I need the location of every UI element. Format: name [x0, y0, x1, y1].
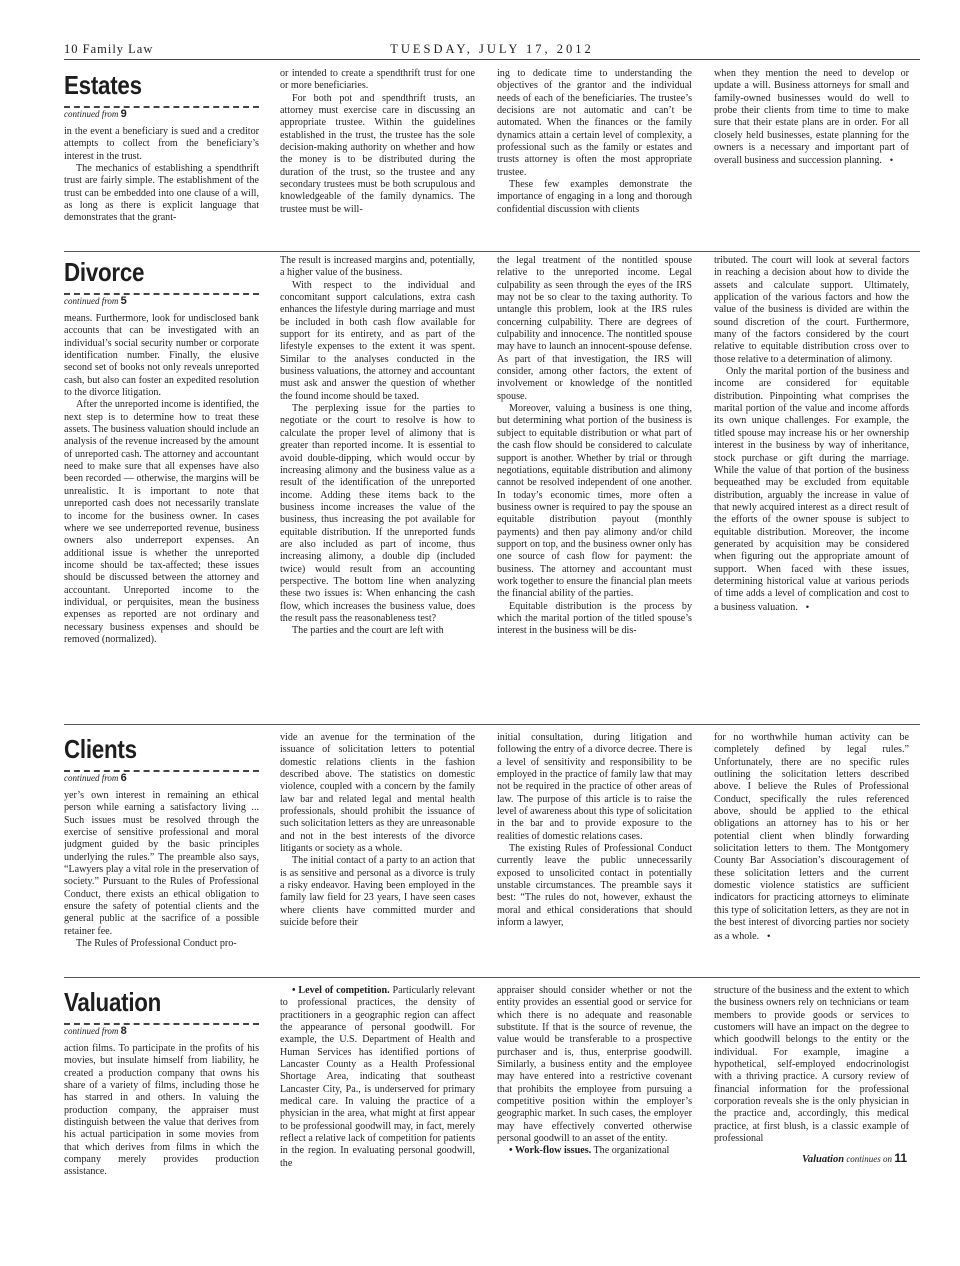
- paragraph: ing to dedicate time to understanding the objectives of the grantor and the individual needs of each of the beneficiaries. The trustee’s decisions are not automatic and can’t be automated. When the finances or the family dynamics attain a certain level of complexity, a professional such as the family or estates and trusts attorney is often the most appropriate trustee.: [497, 68, 692, 178]
- paragraph: appraiser should consider whether or not the entity provides an essential good or service for which there is no adequate and reasonable substitute. If that is the source of revenue, the value would be transferable to a prospective purchaser and is, thus, enterprise goodwill. Similarly, a business entity and the employee may have entered into a restrictive covenant that prohibits the employee from pursuing a competitive position within the employer’s geographic market. In such cases, the employer may have effectively converted otherwise personal goodwill to an asset of the entity.: [497, 985, 692, 1145]
- paragraph: • Level of competition. Particularly relevant to professional practices, the density of practitioners in a geographic region can affect the appearance of personal goodwill. For example, the U.S. Department of Health and Human Services has identified portions of Lancaster County as a Health Professional Shortage Area, indicating that southeast Lancaster City, Pa., is underserved for primary medical care. In valuing the practice of a physician in the area, what might at first appear to be professional goodwill may, in fact, merely reflect a relative lack of competition for patients in the region. In evaluating personal goodwill, the: [280, 985, 475, 1169]
- section-title: Estates: [64, 70, 142, 100]
- section-divider: [64, 770, 259, 772]
- continued-from: continued from 6: [64, 772, 127, 784]
- paragraph: The mechanics of establishing a spendthrift trust are fairly simple. The establishment of the trust can be embedded into one clause of a will, as long as there is explicit language that demonstrates that the grant-: [64, 163, 259, 224]
- valuation-column-1: [64, 985, 259, 1179]
- paragraph: initial consultation, during litigation and following the entry of a divorce decree. There is a level of sensitivity and responsibility to be employed in the practice of family law that may not be required in the practice of other areas of law. The purpose of this article is to raise the level of awareness about this type of solicitation in the bar and to provide exposure to the realities of domestic relations cases.: [497, 732, 692, 842]
- continued-page: 8: [120, 1025, 127, 1037]
- paragraph: in the event a beneficiary is sued and a creditor attempts to collect from the beneficiary’s interest in the trust.: [64, 126, 259, 162]
- divorce-column-4: [714, 255, 909, 614]
- estates-column-4: [714, 68, 909, 168]
- clients-column-2: [280, 732, 475, 930]
- paragraph: After the unreported income is identified, the next step is to determine how to treat these assets. The business valuation should include an analysis of the revenue increased by the amount of unreported cash. The attorney and accountant need to make sure that all expenses have also been recorded — otherwise, the margins will be unrealistic. It is important to note that unreported cash does not necessarily translate to income for the business owner. In cases where we see underreported revenue, business owners also underreport expenses. An additional issue is whether the unreported income should be tax-affected; these issues should be discussed between the attorney and accountant. Unreported income to the individual, or perquisites, mean the business expenses as reported are not ordinary and necessary business expenses and should be removed (normalized).: [64, 399, 259, 645]
- estates-column-2: [280, 68, 475, 216]
- divorce-column-1: [64, 255, 259, 646]
- divorce-column-2: [280, 255, 475, 638]
- divorce-column-3: [497, 255, 692, 638]
- estates-column-1: [64, 68, 259, 225]
- paragraph: Equitable distribution is the process by which the marital portion of the titled spouse’s interest in the business will be dis-: [497, 600, 692, 637]
- paragraph: tributed. The court will look at several factors in reaching a decision about how to divide the assets and calculate support. Ultimately, application of the various factors and how the value of the business is divided are within the sound discretion of the court. Furthermore, many of the factors considered by the court relative to equitable distribution cross over to those relative to a determination of alimony.: [714, 255, 909, 365]
- paragraph: vide an avenue for the termination of the issuance of solicitation letters to potential domestic relations clients in the fashion described above. The statistics on domestic violence, coupled with a concern by the family law bar and related legal and mental health professionals, should prohibit the issuance of such solicitation letters as they are unreasonable and not in the best interests of the divorce litigants or society as a whole.: [280, 732, 475, 855]
- continues-on-jump: Valuation continues on 11: [802, 1151, 907, 1166]
- continued-from: continued from 8: [64, 1025, 127, 1037]
- paragraph: For both pot and spendthrift trusts, an attorney must exercise care in discussing an appropriate trustee. Within the guidelines established in the trust, the trustee has the sole decision-making authority on whether and how the money is to be distributed during the duration of the trust, so the trustee and any secondary trustees must be both scrupulous and knowledgeable of the family dynamics. The trustee must be will-: [280, 92, 475, 215]
- valuation-column-4: [714, 985, 909, 1165]
- paragraph: With respect to the individual and concomitant support calculations, extra cash enhances the lifestyle during marriage and must be included in both cash flow available for support for its entirety, and as part of the lifestyle expenses to the extent it was spent. Similar to the analyses conducted in the business valuations, the attorney and accountant must ask and answer the question of whether the found income should be taxed.: [280, 279, 475, 402]
- paragraph: The existing Rules of Professional Conduct currently leave the public unnecessarily exposed to unsolicited contact in potentially unstable circumstances. The preamble says it best: “The rules do not, however, exhaust the moral and ethical considerations that should inform a lawyer,: [497, 843, 692, 929]
- valuation-column-2: [280, 985, 475, 1170]
- paragraph: The result is increased margins and, potentially, a higher value of the business.: [280, 255, 475, 279]
- paragraph: Moreover, valuing a business is one thing, but determining what portion of the business is subject to equitable distribution or what part of the cash flow should be considered to calculate support is another. Whether by trial or through negotiations, equitable distribution and alimony cannot be resolved independent of one another. In today’s economic times, more often a business owner is required to pay the spouse an equitable distribution payout (monthly payments) and then pay alimony and/or child support on top, and the business owner only has one source of cash flow for payment: the business. The attorney and accountant must work together to ensure the financial plan meets the financial ability of the parties.: [497, 403, 692, 600]
- end-mark: •: [805, 601, 809, 612]
- clients-column-4: [714, 732, 909, 943]
- valuation-column-3: [497, 985, 692, 1158]
- paragraph: The parties and the court are left with: [292, 625, 444, 637]
- divorce-section: [64, 255, 920, 725]
- estates-section: [64, 68, 920, 252]
- paragraph: action films. To participate in the profits of his movies, but insulate himself from liability, he created a production company that owns his share of a variety of films, including those he has starred in and others. In valuing the production company, the appraiser must distinguish between the value that derives from his actual participation in some movies from that which derives from films in which the company merely provides production assistance.: [64, 1043, 259, 1178]
- estates-column-3: [497, 68, 692, 216]
- paragraph: The initial contact of a party to an action that is as sensitive and personal as a divorce is truly a risky endeavor. Having been employed in the family law field for 23 years, I have seen cases where clients have committed murder and suicide before their: [280, 855, 475, 929]
- paragraph: • Work-flow issues. The organizational: [509, 1145, 670, 1157]
- issue-date: TUESDAY, JULY 17, 2012: [390, 42, 594, 56]
- continued-page: 9: [120, 108, 127, 120]
- clients-section: [64, 732, 920, 978]
- end-mark: •: [889, 155, 894, 166]
- valuation-section: [64, 985, 920, 1207]
- clients-column-1: [64, 732, 259, 950]
- page-header: [64, 42, 920, 60]
- section-divider: [64, 1023, 259, 1025]
- section-divider: [64, 106, 259, 108]
- paragraph: the legal treatment of the nontitled spouse relative to the unreported income. Legal culpability as seen through the eyes of the IRS may not be so clear to the taxing authority. To untangle this problem, look at the IRS rules concerning culpability. There are degrees of culpability and innocence. The nontitled spouse may have to launch an innocent-spouse defense. As part of that investigation, the IRS will consider, among other factors, the extent of involvement or knowledge of the nontitled spouse.: [497, 255, 692, 402]
- section-title: Clients: [64, 734, 137, 764]
- paragraph: yer’s own interest in remaining an ethical person while earning a satisfactory living ... Such issues must be resolved through the exercise of sensitive professional and moral judgment guided by the basic principles underlying the rules.” The preamble also says, “Lawyers play a vital role in the preservation of society.” Pursuant to the Rules of Professional Conduct, there exists an ethical obligation to ensure the safety of potential clients and the general public at the sacrifice of a possible retainer fee.: [64, 790, 259, 937]
- section-title: Valuation: [64, 987, 162, 1017]
- paragraph: means. Furthermore, look for undisclosed bank accounts that can be investigated with an individual’s social security number or corporate identification number. Finally, the elusive second set of books not only reveals unreported cash, but also can foster an expedited resolution to the divorce litigation.: [64, 313, 259, 399]
- paragraph: or intended to create a spendthrift trust for one or more beneficiaries.: [280, 68, 475, 92]
- paragraph: Only the marital portion of the business and income are considered for equitable distribution. Pinpointing what comprises the marital portion of the value and income affords its own unique challenges. For example, the titled spouse may increase his or her ownership interest in the business by way of inheritance, stock purchase or gift during the marriage. While the value of that portion of the business bequeathed may be excluded from equitable distribution, arguably the increase in value of that newly acquired interest as a direct result of the efforts of the owner spouse is subject to equitable distribution. Moreover, the income generated by acquisition may be considered when figuring out the appropriate amount of support. When faced with these issues, determining historical value at various periods of time adds a level of complication and cost to a business valuation. •: [714, 366, 909, 613]
- paragraph: structure of the business and the extent to which the business owners rely on technicians or team members to provide goods or services to customers will have an impact on the degree to which goodwill belongs to the entity or the individual. For example, imagine a hypothetical, self-employed endocrinologist with a thriving practice. A cursory review of financial information for the professional corporation reveals she is the only physician in the practice and, accordingly, this medical practice, at first blush, is a classic example of professional: [714, 985, 909, 1145]
- paragraph: when they mention the need to develop or update a will. Business attorneys for small and family-owned businesses would do well to probe their clients from time to time to make sure that their estate plans are in order. For all closely held businesses, estate planning for the owners is a necessary and important part of overall business and succession planning. •: [714, 68, 909, 167]
- continues-page: 11: [894, 1151, 907, 1166]
- section-title: Divorce: [64, 257, 145, 287]
- section-divider: [64, 293, 259, 295]
- end-mark: •: [767, 930, 771, 941]
- paragraph: The Rules of Professional Conduct pro-: [76, 938, 237, 950]
- paragraph: The perplexing issue for the parties to negotiate or the court to resolve is how to calculate the proper level of alimony that is greater than reported income. It is essential to avoid double-dipping, which would occur by increasing alimony and the business value as a result of the identification of the unreported income. Adding these items back to the business income increases the value of the business, thus increasing the pot available for equitable distribution. If the unreported funds are also included as part of income, thus increasing alimony, a double dip (included twice) would result from an accounting perspective. The bottom line when analyzing these two issues is: When enhancing the cash flow, which increases the business value, does the result pass the reasonableness test?: [280, 403, 475, 624]
- subhead: • Level of competition.: [292, 985, 390, 996]
- continued-page: 6: [120, 772, 127, 784]
- continued-page: 5: [120, 295, 127, 307]
- paragraph: for no worthwhile human activity can be completely defined by legal rules.” Unfortunately, there are no specific rules outlining the solicitation letters described above. I believe the Rules of Professional Conduct, specifically the rules referenced above, should be applied to the ethical obligations an attorney has to his or her potential client when blindly forwarding solicitation letters to them. The Montgomery County Bar Association’s discouragement of these solicitation letters and the current domestic violence statistics are sufficient indicators for practicing attorneys to eliminate this type of solicitation letters, as they are not in the best interest of divorcing parties nor society as a whole. •: [714, 732, 909, 942]
- continued-from: continued from 5: [64, 295, 127, 307]
- subhead: • Work-flow issues.: [509, 1145, 592, 1157]
- paragraph: These few examples demonstrate the importance of engaging in a long and thorough confidential discussion with clients: [497, 179, 692, 215]
- continued-from: continued from 9: [64, 108, 127, 120]
- page-label: 10 Family Law: [64, 42, 154, 56]
- clients-column-3: [497, 732, 692, 930]
